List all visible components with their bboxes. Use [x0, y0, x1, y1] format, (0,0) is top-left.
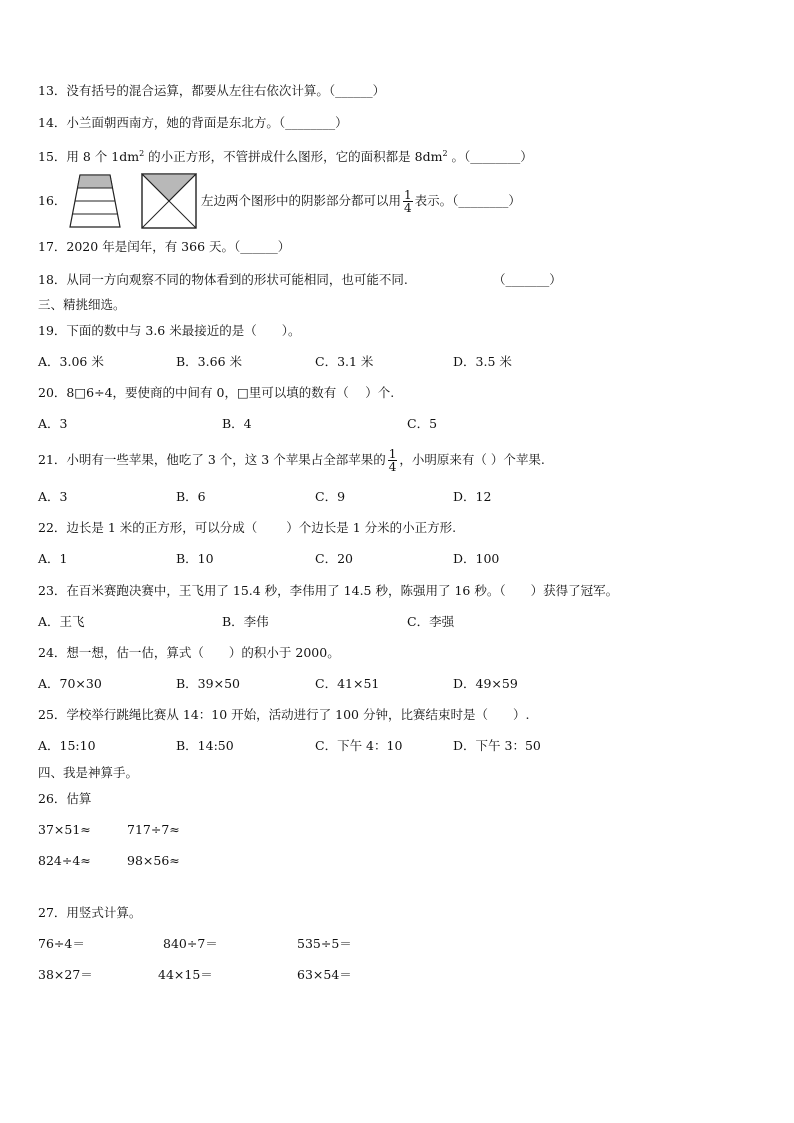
fraction-numerator: 1	[388, 447, 397, 461]
q24-option-a: A．70×30	[38, 676, 102, 691]
square-figure	[141, 173, 197, 229]
question-25: 25．学校举行跳绳比赛从 14：10 开始，活动进行了 100 分钟，比赛结束时是（ ）.	[38, 707, 530, 722]
q23-option-a: A．王飞	[38, 614, 85, 629]
question-15	[38, 146, 533, 165]
q20-option-b: B．4	[222, 416, 252, 431]
question-15-part3: 。（________）	[447, 149, 533, 165]
section-3-heading: 三、精挑细选。	[38, 297, 126, 312]
q26-item-4: 98×56≈	[127, 853, 180, 868]
question-21	[38, 443, 545, 477]
q25-option-b: B．14:50	[176, 738, 234, 753]
question-18-blank: （_______）	[493, 272, 562, 287]
q23-option-b: B．李伟	[222, 614, 269, 629]
q27-item-6: 63×54＝	[297, 967, 352, 982]
question-18: 18．从同一方向观察不同的物体看到的形状可能相同，也可能不同.	[38, 272, 408, 287]
fraction-numerator: 1	[404, 188, 412, 202]
q21-option-a: A．3	[38, 489, 68, 504]
question-16-part1: 左边两个图形中的阴影部分都可以用	[201, 193, 402, 208]
question-15-part1: 15．用 8 个 1dm	[38, 149, 140, 165]
question-15-part2: 的小正方形，不管拼成什么图形，它的面积都是 8dm	[144, 149, 443, 165]
q26-item-1: 37×51≈	[38, 822, 91, 837]
q25-option-c: C．下午 4：10	[315, 738, 403, 753]
question-15-sup1: 2	[139, 149, 145, 158]
q26-item-2: 717÷7≈	[127, 822, 180, 837]
question-16-part2: 表示。（________）	[414, 193, 521, 208]
q19-option-b: B．3.66 米	[176, 354, 242, 369]
question-13: 13．没有括号的混合运算，都要从左往右依次计算。（______）	[38, 83, 386, 98]
q22-option-a: A．1	[38, 551, 68, 566]
q21-option-c: C．9	[315, 489, 346, 504]
question-23: 23．在百米赛跑决赛中，王飞用了 15.4 秒，李伟用了 14.5 秒，陈强用了 16 秒。（ ）获得了冠军。	[38, 583, 619, 598]
section-4-heading: 四、我是神算手。	[38, 765, 139, 780]
q27-item-2: 840÷7＝	[163, 936, 218, 951]
fraction-denominator: 4	[404, 201, 412, 215]
q23-option-c: C．李强	[407, 614, 455, 629]
q22-option-d: D．100	[453, 551, 500, 566]
q25-option-d: D．下午 3：50	[453, 738, 541, 753]
q27-item-4: 38×27＝	[38, 967, 93, 982]
question-21-part2: ，小明原来有（ ）个苹果.	[399, 452, 545, 467]
question-16-number: 16．	[38, 193, 67, 208]
q20-option-a: A．3	[38, 416, 68, 431]
question-22: 22．边长是 1 米的正方形，可以分成（ ）个边长是 1 分米的小正方形.	[38, 520, 457, 535]
question-17: 17．2020 年是闰年，有 366 天。（______）	[38, 239, 291, 254]
q27-item-1: 76÷4＝	[38, 936, 85, 951]
q25-option-a: A．15:10	[38, 738, 96, 753]
q22-option-c: C．20	[315, 551, 353, 566]
q21-option-b: B．6	[176, 489, 206, 504]
q24-option-c: C．41×51	[315, 676, 380, 691]
q19-option-c: C．3.1 米	[315, 354, 374, 369]
question-16-text	[201, 184, 521, 218]
question-26-title: 26．估算	[38, 791, 92, 806]
q21-option-d: D．12	[453, 489, 492, 504]
q27-item-5: 44×15＝	[158, 967, 213, 982]
fraction-one-quarter	[403, 189, 413, 214]
question-27-title: 27．用竖式计算。	[38, 905, 142, 920]
q22-option-b: B．10	[176, 551, 214, 566]
question-19: 19．下面的数中与 3.6 米最接近的是（ ）。	[38, 323, 301, 338]
q24-option-b: B．39×50	[176, 676, 240, 691]
question-24: 24．想一想，估一估，算式（ ）的积小于 2000。	[38, 645, 340, 660]
question-21-part1: 21．小明有一些苹果，他吃了 3 个，这 3 个苹果占全部苹果的	[38, 452, 386, 467]
q27-item-3: 535÷5＝	[297, 936, 352, 951]
trapezoid-figure	[68, 173, 122, 229]
fraction-denominator: 4	[388, 460, 397, 474]
fraction-one-quarter-q21	[388, 448, 398, 473]
q19-option-a: A．3.06 米	[38, 354, 104, 369]
q20-option-c: C．5	[407, 416, 438, 431]
question-15-sup2: 2	[442, 149, 448, 158]
q26-item-3: 824÷4≈	[38, 853, 91, 868]
question-20: 20．8□6÷4，要使商的中间有 0，□里可以填的数有（ ）个.	[38, 385, 395, 400]
q19-option-d: D．3.5 米	[453, 354, 512, 369]
q24-option-d: D．49×59	[453, 676, 518, 691]
question-14: 14．小兰面朝西南方，她的背面是东北方。（________）	[38, 115, 348, 130]
